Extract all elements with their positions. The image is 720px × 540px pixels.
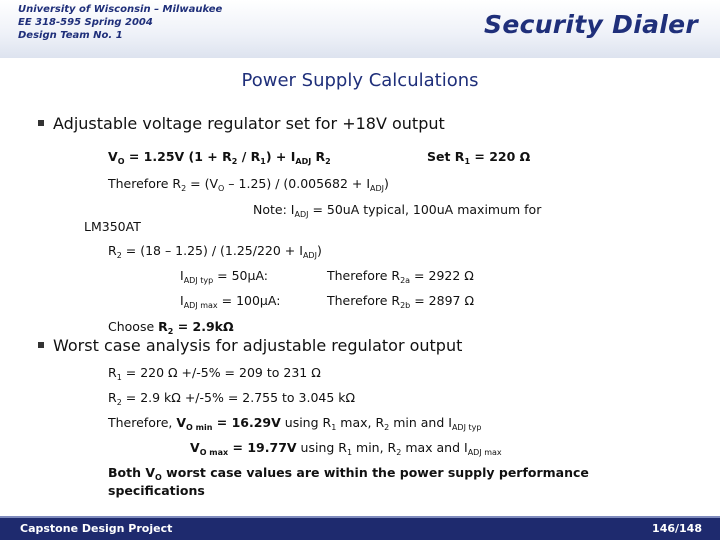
part-number: LM350AT [84,219,141,234]
header-title: Security Dialer [484,10,698,39]
r2-range: $R_2 = 2.9$ kΩ +/-5% = 2.755 to 3.045 kΩ [108,390,356,407]
iadj-typ: $I_{ADJ typ} = 50\mu A$: [180,268,268,285]
choose-r2: Choose $R_2 = 2.9k\Omega$ [108,319,234,336]
bullet-worst-case-text: Worst case analysis for adjustable regulator output [53,336,463,355]
footer-page-number: 146/148 [652,522,702,535]
header-course: EE 318-595 Spring 2004 [18,17,153,28]
bullet-worst-case [38,336,462,355]
header-institution-block [18,3,222,42]
vo-max-result: $V_{O max} = 19.77V$ using $R_1$ min, $R_2$ max and $I_{ADJ max}$ [190,440,502,457]
conclusion-line1: Both $V_O$ worst case values are within the power supply performance [108,465,589,482]
iadj-max: $I_{ADJ max} = 100\mu A$: [180,293,281,310]
footer-project: Capstone Design Project [20,522,173,535]
bullet-square-icon [38,342,44,348]
conclusion-line2: specifications [108,483,205,498]
slide-header [0,0,720,58]
r2b-result: Therefore $R_{2b} = 2897$ Ω [327,293,475,310]
header-team: Design Team No. 1 [18,30,123,41]
slide-footer [0,516,720,540]
slide-title: Power Supply Calculations [241,70,479,91]
bullet-regulator [38,114,445,133]
r1-range: $R_1 = 220$ Ω +/-5% = 209 to 231 Ω [108,365,321,382]
equation-vo: $V_O = 1.25V$ $(1 + R_2 / R_1) + I_{ADJ}$ $R_2$ [108,149,331,166]
bullet-regulator-text: Adjustable voltage regulator set for +18V output [53,114,445,133]
r2a-result: Therefore $R_{2a} = 2922$ Ω [327,268,474,285]
r2-expression: $R_2 = (18 - 1.25) / (1.25/220 + I_{ADJ})$ [108,243,322,260]
note-iadj: Note: $I_{ADJ} = 50uA$ typical, 100uA maximum for [253,202,542,219]
bullet-square-icon [38,120,44,126]
vo-min-result: Therefore, $V_{O min} = 16.29V$ using $R_1$ max, $R_2$ min and $I_{ADJ typ}$ [108,415,482,432]
therefore-r2-formula: Therefore $R_2 = (V_O - 1.25) / (0.005682 + I_{ADJ})$ [108,176,389,193]
set-r1: Set $R_1 = 220$ Ω [427,149,531,166]
header-university: University of Wisconsin – Milwaukee [18,4,223,15]
